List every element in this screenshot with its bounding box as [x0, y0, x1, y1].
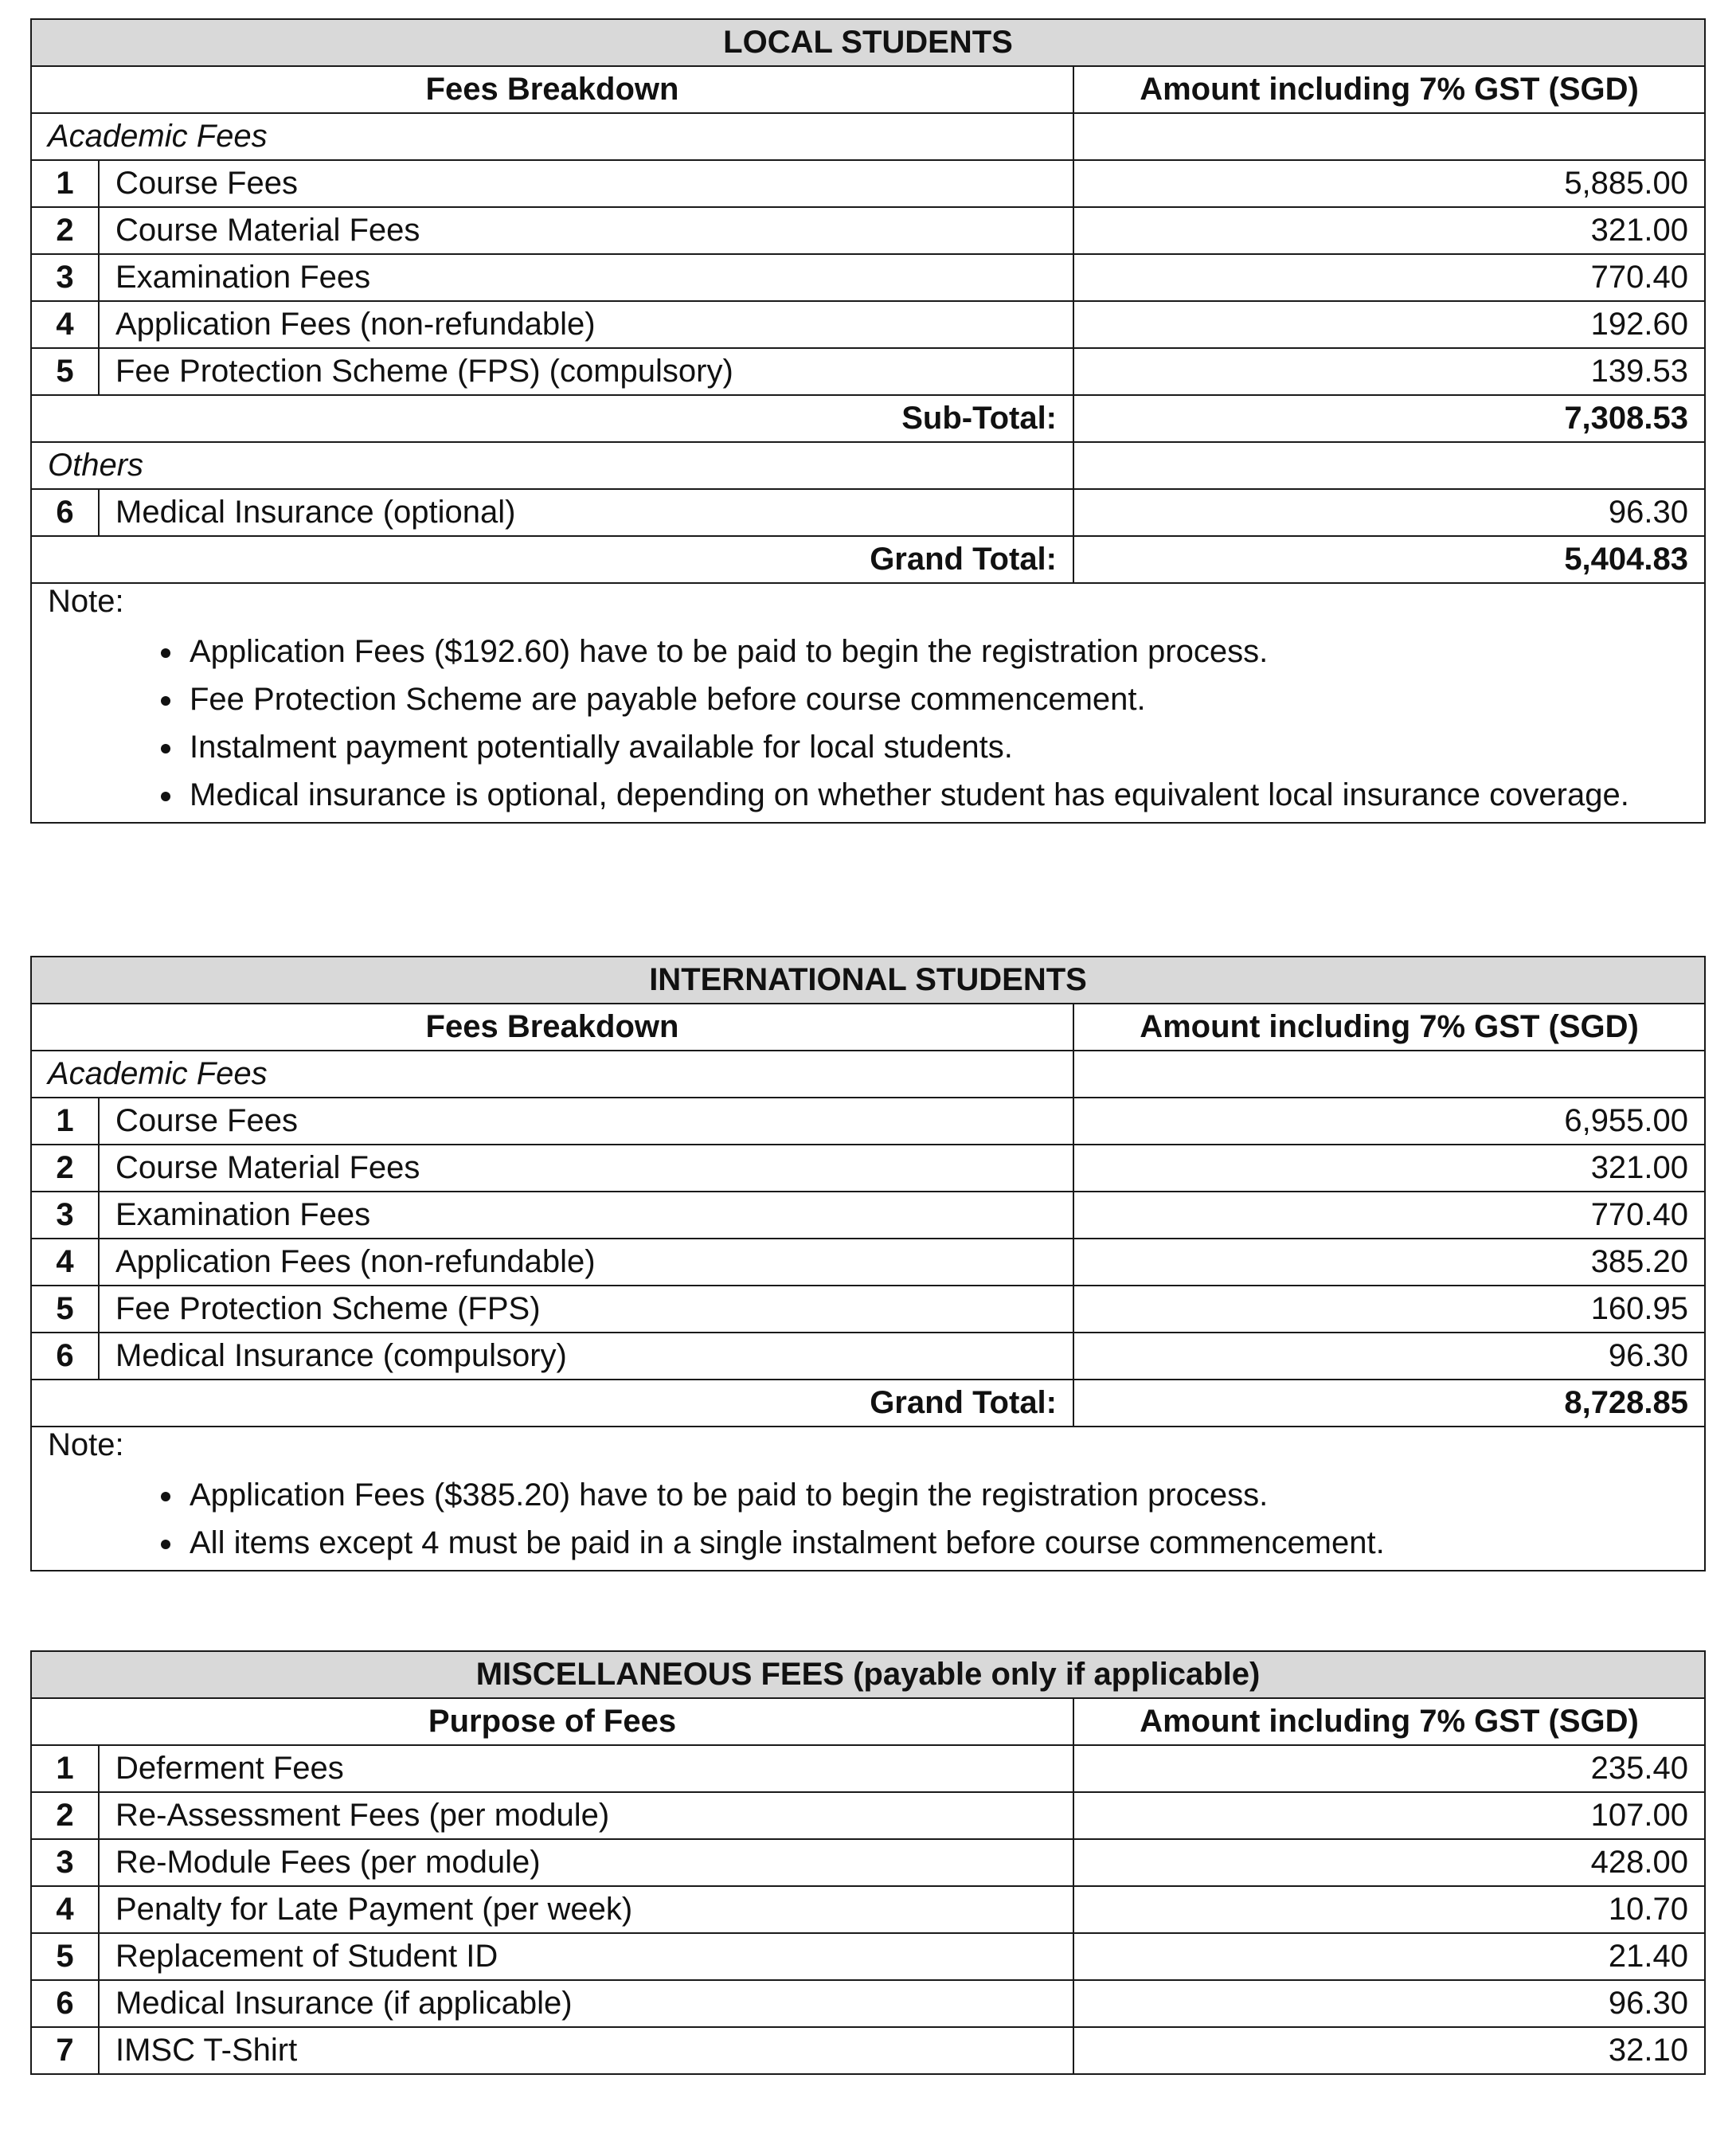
column-header-amount: Amount including 7% GST (SGD)	[1073, 66, 1705, 113]
row-label: Course Fees	[99, 1098, 1073, 1145]
note-label: Note:	[48, 584, 124, 619]
row-label: Application Fees (non-refundable)	[99, 301, 1073, 348]
note-item: • Application Fees ($192.60) have to be paid to begin the registration process.	[185, 631, 1688, 672]
row-amount: 107.00	[1073, 1792, 1705, 1839]
row-amount: 321.00	[1073, 1145, 1705, 1192]
grand-total-row	[31, 536, 1705, 583]
row-number: 2	[31, 1792, 99, 1839]
row-number: 3	[31, 254, 99, 301]
local-students-section	[30, 18, 1704, 824]
row-label: Course Material Fees	[99, 1145, 1073, 1192]
row-label: Medical Insurance (compulsory)	[99, 1333, 1073, 1380]
row-number: 1	[31, 1098, 99, 1145]
column-header-purpose: Purpose of Fees	[31, 1698, 1073, 1745]
row-label: Medical Insurance (optional)	[99, 489, 1073, 536]
column-header-breakdown: Fees Breakdown	[31, 1004, 1073, 1051]
table-row	[31, 1839, 1705, 1886]
international-students-section	[30, 956, 1704, 1571]
grand-total-amount: 8,728.85	[1073, 1380, 1705, 1427]
column-header-amount: Amount including 7% GST (SGD)	[1073, 1698, 1705, 1745]
row-number: 5	[31, 348, 99, 395]
row-number: 6	[31, 1980, 99, 2027]
local-fees-table	[30, 18, 1706, 824]
subtotal-row	[31, 395, 1705, 442]
notes-cell	[31, 583, 1705, 823]
row-number: 5	[31, 1286, 99, 1333]
row-label: Replacement of Student ID	[99, 1933, 1073, 1980]
row-number: 3	[31, 1839, 99, 1886]
misc-fees-table	[30, 1650, 1706, 2075]
row-label: Penalty for Late Payment (per week)	[99, 1886, 1073, 1933]
grand-total-label: Grand Total:	[31, 1380, 1073, 1427]
row-label: Re-Assessment Fees (per module)	[99, 1792, 1073, 1839]
row-number: 1	[31, 160, 99, 207]
table-row	[31, 348, 1705, 395]
row-label: Fee Protection Scheme (FPS) (compulsory)	[99, 348, 1073, 395]
note-item: • Application Fees ($385.20) have to be paid to begin the registration process.	[185, 1474, 1688, 1516]
table-row	[31, 1333, 1705, 1380]
column-header-breakdown: Fees Breakdown	[31, 66, 1073, 113]
row-amount: 235.40	[1073, 1745, 1705, 1792]
row-number: 6	[31, 489, 99, 536]
row-amount: 385.20	[1073, 1239, 1705, 1286]
table-title: LOCAL STUDENTS	[31, 19, 1705, 66]
notes-list	[48, 1474, 1688, 1564]
notes-cell	[31, 1427, 1705, 1571]
column-header-amount: Amount including 7% GST (SGD)	[1073, 1004, 1705, 1051]
row-amount: 96.30	[1073, 1333, 1705, 1380]
row-amount: 321.00	[1073, 207, 1705, 254]
row-amount: 5,885.00	[1073, 160, 1705, 207]
grand-total-label: Grand Total:	[31, 536, 1073, 583]
miscellaneous-fees-section	[30, 1650, 1704, 2075]
table-title-qualifier: (payable only if applicable)	[853, 1657, 1261, 1692]
table-row	[31, 1792, 1705, 1839]
row-number: 7	[31, 2027, 99, 2074]
row-number: 3	[31, 1192, 99, 1239]
note-item: • Fee Protection Scheme are payable before course commencement.	[185, 679, 1688, 720]
table-row	[31, 2027, 1705, 2074]
table-row	[31, 1098, 1705, 1145]
table-row	[31, 1933, 1705, 1980]
grand-total-amount: 5,404.83	[1073, 536, 1705, 583]
row-number: 5	[31, 1933, 99, 1980]
row-amount: 770.40	[1073, 254, 1705, 301]
row-label: Fee Protection Scheme (FPS)	[99, 1286, 1073, 1333]
row-amount: 139.53	[1073, 348, 1705, 395]
row-label: IMSC T-Shirt	[99, 2027, 1073, 2074]
row-number: 6	[31, 1333, 99, 1380]
note-item: • All items except 4 must be paid in a single instalment before course commencement.	[185, 1522, 1688, 1564]
row-number: 4	[31, 1886, 99, 1933]
row-label: Examination Fees	[99, 254, 1073, 301]
grand-total-row	[31, 1380, 1705, 1427]
table-row	[31, 254, 1705, 301]
row-label: Medical Insurance (if applicable)	[99, 1980, 1073, 2027]
row-number: 2	[31, 1145, 99, 1192]
table-row	[31, 1980, 1705, 2027]
table-row	[31, 489, 1705, 536]
row-amount: 770.40	[1073, 1192, 1705, 1239]
row-amount: 96.30	[1073, 489, 1705, 536]
table-title-main: MISCELLANEOUS FEES	[475, 1657, 844, 1692]
row-number: 2	[31, 207, 99, 254]
table-row	[31, 1745, 1705, 1792]
row-label: Deferment Fees	[99, 1745, 1073, 1792]
category-label: Academic Fees	[31, 1051, 1073, 1098]
table-row	[31, 1239, 1705, 1286]
subtotal-amount: 7,308.53	[1073, 395, 1705, 442]
row-amount: 10.70	[1073, 1886, 1705, 1933]
row-label: Re-Module Fees (per module)	[99, 1839, 1073, 1886]
row-amount: 32.10	[1073, 2027, 1705, 2074]
row-amount: 96.30	[1073, 1980, 1705, 2027]
table-row	[31, 301, 1705, 348]
table-row	[31, 1192, 1705, 1239]
row-amount: 6,955.00	[1073, 1098, 1705, 1145]
row-amount: 160.95	[1073, 1286, 1705, 1333]
category-label: Others	[31, 442, 1073, 489]
row-amount: 192.60	[1073, 301, 1705, 348]
row-label: Course Material Fees	[99, 207, 1073, 254]
row-number: 4	[31, 301, 99, 348]
table-row	[31, 1145, 1705, 1192]
table-row	[31, 1286, 1705, 1333]
row-label: Course Fees	[99, 160, 1073, 207]
table-title: INTERNATIONAL STUDENTS	[31, 957, 1705, 1004]
international-fees-table	[30, 956, 1706, 1571]
row-number: 4	[31, 1239, 99, 1286]
table-row	[31, 160, 1705, 207]
notes-list	[48, 631, 1688, 816]
row-amount: 21.40	[1073, 1933, 1705, 1980]
note-item: • Instalment payment potentially available for local students.	[185, 726, 1688, 768]
note-label: Note:	[48, 1427, 124, 1462]
note-item: • Medical insurance is optional, depending on whether student has equivalent local insurance coverage.	[185, 774, 1688, 816]
row-number: 1	[31, 1745, 99, 1792]
table-row	[31, 207, 1705, 254]
row-amount: 428.00	[1073, 1839, 1705, 1886]
table-title	[31, 1651, 1705, 1698]
subtotal-label: Sub-Total:	[31, 395, 1073, 442]
row-label: Examination Fees	[99, 1192, 1073, 1239]
table-row	[31, 1886, 1705, 1933]
row-label: Application Fees (non-refundable)	[99, 1239, 1073, 1286]
category-label: Academic Fees	[31, 113, 1073, 160]
